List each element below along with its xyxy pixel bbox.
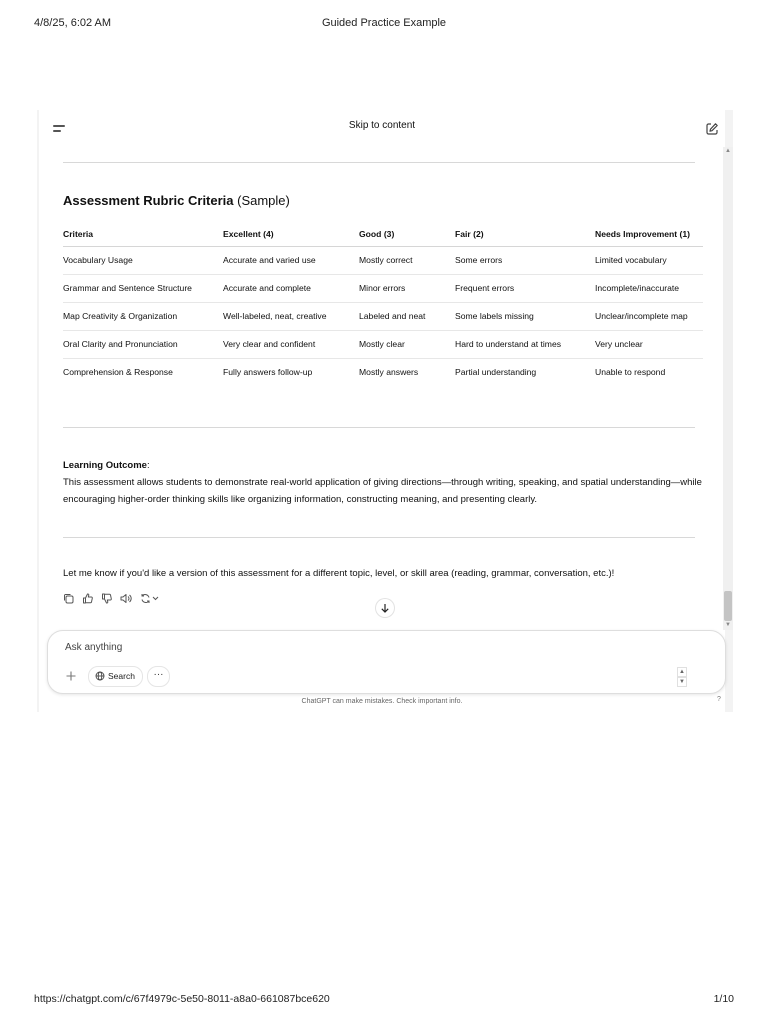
print-date: 4/8/25, 6:02 AM	[34, 17, 112, 29]
copy-icon[interactable]	[63, 591, 75, 603]
stepper-down-icon[interactable]: ▼	[677, 677, 687, 687]
rubric-table	[63, 222, 703, 386]
table-cell: Mostly clear	[359, 339, 405, 349]
rubric-title-suffix: (Sample)	[233, 193, 290, 208]
thumbs-down-icon[interactable]	[101, 591, 113, 603]
table-cell: Well-labeled, neat, creative	[223, 311, 327, 321]
learning-outcome-text: This assessment allows students to demonstrate real-world application of giving directions—through writing, speaking, and spatial understanding—while encouraging higher-order thinking skills like organizing information, constructing meaning, and presenting clearly.	[63, 477, 702, 505]
table-cell: Very unclear	[595, 339, 643, 349]
print-footer	[34, 993, 734, 1007]
read-aloud-icon[interactable]	[120, 591, 132, 603]
regenerate-icon[interactable]	[140, 591, 162, 603]
table-cell: Accurate and complete	[223, 283, 311, 293]
table-cell: Vocabulary Usage	[63, 255, 133, 265]
new-chat-icon[interactable]	[705, 122, 721, 138]
table-cell: Map Creativity & Organization	[63, 311, 178, 321]
table-row	[63, 275, 703, 303]
table-cell: Partial understanding	[455, 367, 537, 377]
scroll-down-arrow-icon[interactable]: ▼	[725, 622, 731, 628]
table-header-row	[63, 222, 703, 247]
followup-message: Let me know if you'd like a version of this assessment for a different topic, level, or skill area (reading, grammar, conversation, etc.)!	[63, 568, 615, 579]
table-cell: Limited vocabulary	[595, 255, 667, 265]
more-options-button[interactable]: ···	[147, 666, 170, 687]
table-cell: Fully answers follow-up	[223, 367, 313, 377]
rubric-heading	[63, 193, 290, 208]
table-cell: Accurate and varied use	[223, 255, 316, 265]
divider	[63, 162, 695, 163]
globe-icon	[95, 671, 105, 681]
table-row	[63, 247, 703, 275]
search-label: Search	[108, 671, 135, 681]
disclaimer-text: ChatGPT can make mistakes. Check important info.	[301, 698, 463, 705]
table-cell: Labeled and neat	[359, 311, 426, 321]
conversation-panel	[39, 110, 731, 712]
table-cell: Very clear and confident	[223, 339, 316, 349]
table-cell: Unable to respond	[595, 367, 666, 377]
help-button[interactable]: ?	[717, 696, 721, 703]
table-row	[63, 303, 703, 331]
table-cell: Mostly correct	[359, 255, 413, 265]
skip-to-content-link[interactable]: Skip to content	[348, 120, 416, 131]
print-url: https://chatgpt.com/c/67f4979c-5e50-8011-a8a0-661087bce620	[34, 993, 330, 1005]
search-button[interactable]	[88, 666, 143, 687]
column-header: Good (3)	[359, 229, 395, 239]
arrow-down-icon	[380, 603, 390, 613]
table-cell: Some errors	[455, 255, 503, 265]
table-cell: Hard to understand at times	[455, 339, 562, 349]
table-cell: Mostly answers	[359, 367, 419, 377]
column-header: Criteria	[63, 229, 94, 239]
table-cell: Unclear/incomplete map	[595, 311, 688, 321]
table-row	[63, 359, 703, 386]
scrollbar[interactable]	[723, 147, 733, 630]
composer-scroll-stepper[interactable]	[677, 667, 687, 687]
thumbs-up-icon[interactable]	[82, 591, 94, 603]
table-cell: Frequent errors	[455, 283, 515, 293]
learning-outcome-colon: :	[146, 460, 150, 471]
scroll-thumb[interactable]	[724, 591, 732, 621]
print-header	[34, 17, 734, 31]
column-header: Needs Improvement (1)	[595, 229, 691, 239]
prompt-input[interactable]: Ask anything	[65, 642, 123, 653]
table-cell: Minor errors	[359, 283, 406, 293]
table-cell: Incomplete/inaccurate	[595, 283, 680, 293]
scroll-to-bottom-button[interactable]	[376, 599, 394, 617]
table-cell: Grammar and Sentence Structure	[63, 283, 192, 293]
scroll-up-arrow-icon[interactable]: ▲	[725, 148, 731, 154]
column-header: Fair (2)	[455, 229, 484, 239]
chat-window	[37, 110, 733, 712]
table-cell: Comprehension & Response	[63, 367, 173, 377]
plus-icon[interactable]	[65, 669, 77, 681]
stepper-up-icon[interactable]: ▲	[677, 667, 687, 677]
table-row	[63, 331, 703, 359]
learning-outcome-heading	[63, 460, 150, 471]
rubric-title: Assessment Rubric Criteria	[63, 193, 234, 208]
table-cell: Some labels missing	[455, 311, 534, 321]
column-header: Excellent (4)	[223, 229, 274, 239]
table-cell: Oral Clarity and Pronunciation	[63, 339, 178, 349]
learning-outcome-label: Learning Outcome	[63, 460, 147, 471]
print-page-number: 1/10	[713, 993, 734, 1005]
divider	[63, 427, 695, 428]
print-title: Guided Practice Example	[321, 17, 447, 29]
composer	[47, 630, 726, 694]
divider	[63, 537, 695, 538]
